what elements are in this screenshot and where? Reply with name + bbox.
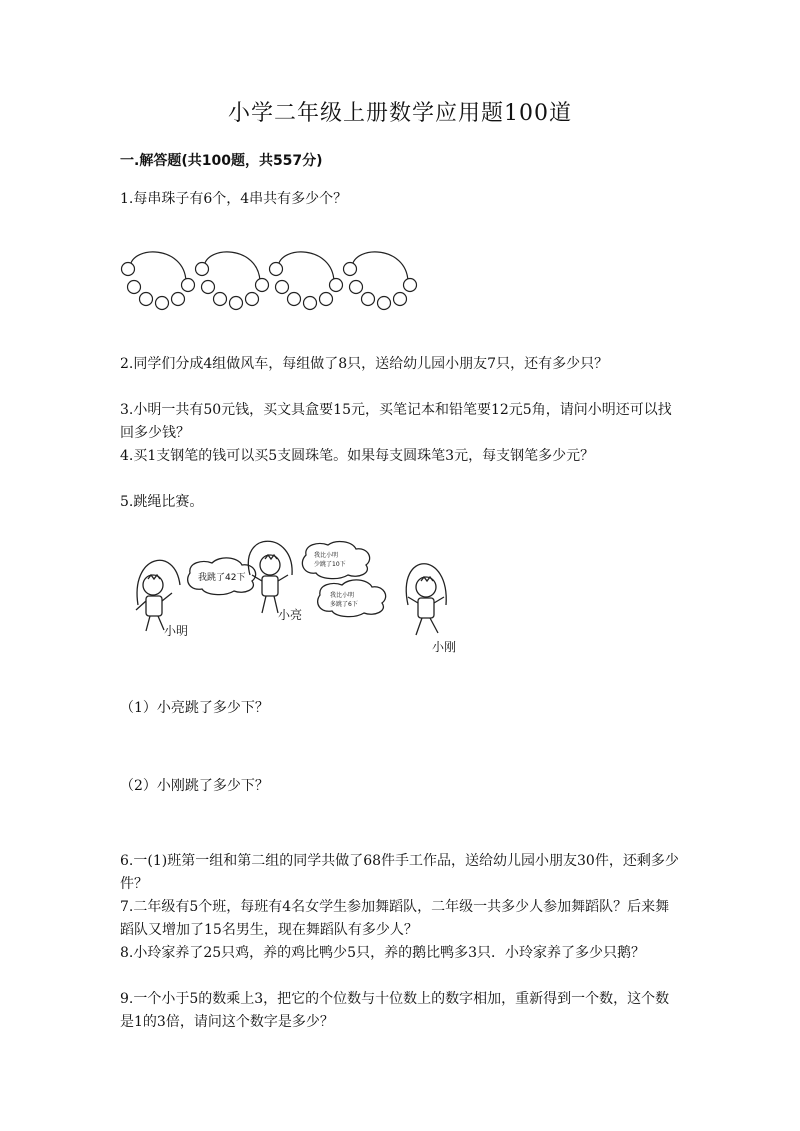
bead-string-loop [130,252,186,281]
bead [256,279,269,292]
bead [128,281,141,294]
bead [196,263,209,276]
bead [270,263,283,276]
question-5-part-1: （1）小亮跳了多少下？ [120,700,269,716]
page-title: 小学二年级上册数学应用题100道 [228,101,572,126]
child-xiaoming-illustration [136,560,180,631]
label-xiaoliang: 小亮 [278,608,303,622]
bubble-xiaoliang: 我比小明 少跳了10下 [314,552,346,568]
question-1: 1.每串珠子有6个，4串共有多少个？ [120,191,348,207]
bead [320,293,333,306]
bead [276,281,289,294]
bead [156,297,169,310]
bead [304,297,317,310]
question-2: 2.同学们分成4组做风车，每组做了8只，送给幼儿园小朋友7只，还有多少只？ [120,356,609,372]
question-4: 4.买1支钢笔的钱可以买5支圆珠笔。如果每支圆珠笔3元，每支钢笔多少元？ [120,448,595,464]
bead [350,281,363,294]
bead [362,293,375,306]
question-5: 5.跳绳比赛。 [120,494,204,510]
bead [246,293,259,306]
bead [140,293,153,306]
bead [378,297,391,310]
section-heading: 一.解答题(共100题，共557分) [120,153,323,169]
bead [404,279,417,292]
bead-string-loop [278,252,334,281]
bead [202,281,215,294]
question-9: 9.一个小于5的数乘上3，把它的个位数与十位数上的数字相加，重新得到一个数，这个数是1的3倍，请问这个数字是多少？ [120,991,670,1030]
bead-string-loop [204,252,260,281]
question-6: 6.一(1)班第一组和第二组的同学共做了68件手工作品，送给幼儿园小朋友30件，还剩多少件？ [120,853,679,892]
bead-strings-figure [118,245,418,315]
jump-rope-figure [120,535,480,665]
bead [182,279,195,292]
bead [288,293,301,306]
bubble-xiaoming: 我跳了42下 [198,573,246,583]
question-3: 3.小明一共有50元钱，买文具盒要15元，买笔记本和铅笔要12元5角，请问小明还可以找回多少钱？ [120,402,672,441]
bead [214,293,227,306]
child-xiaoliang-illustration [248,541,292,613]
question-5-part-2: （2）小刚跳了多少下？ [120,778,269,794]
bead [172,293,185,306]
bead-string-loop [352,252,408,281]
bead [122,263,135,276]
bubble-xiaogang: 我比小明 多跳了6下 [330,592,358,608]
label-xiaoming: 小明 [164,624,189,638]
bead [330,279,343,292]
bead [394,293,407,306]
bead [230,297,243,310]
label-xiaogang: 小刚 [432,640,457,654]
question-8: 8.小玲家养了25只鸡，养的鸡比鸭少5只，养的鹅比鸭多3只．小玲家养了多少只鹅？ [120,945,645,961]
question-7: 7.二年级有5个班，每班有4名女学生参加舞蹈队，二年级一共多少人参加舞蹈队？后来舞蹈队又增加了15名男生，现在舞蹈队有多少人？ [120,899,670,938]
child-xiaogang-illustration [406,564,446,635]
bead [344,263,357,276]
